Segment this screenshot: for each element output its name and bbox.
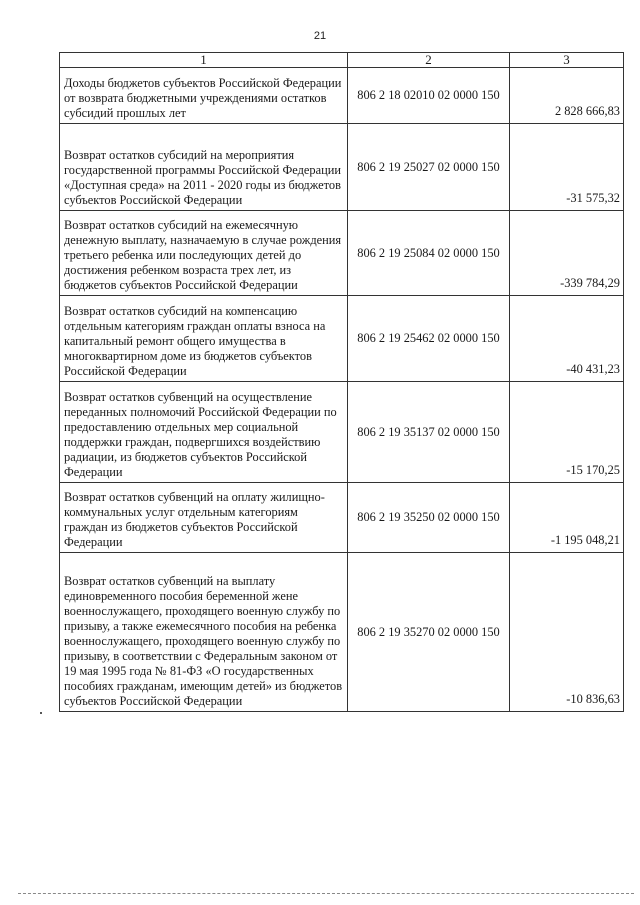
column-header-1: 1 <box>60 53 348 68</box>
row-amount: -10 836,63 <box>510 553 624 712</box>
row-description: Возврат остатков субсидий на компенсацию отдельным категориям граждан оплаты взноса на капитальный ремонт общего имущества в многоквартирном доме из бюджетов субъектов Российской Федерации <box>60 296 348 382</box>
row-budget-code: 806 2 19 25084 02 0000 150 <box>348 211 510 296</box>
row-amount: -339 784,29 <box>510 211 624 296</box>
page-bottom-edge <box>18 893 634 894</box>
table-row <box>60 483 624 553</box>
header-row <box>60 53 624 68</box>
row-description: Возврат остатков субвенций на осуществление переданных полномочий Российской Федерации по предоставлению отдельных мер социальной поддержки граждан, подвергшихся воздействию радиации, из бюджетов субъектов Российской Федерации <box>60 382 348 483</box>
row-amount: 2 828 666,83 <box>510 68 624 124</box>
row-description: Доходы бюджетов субъектов Российской Федерации от возврата бюджетными учреждениями остатков субсидий прошлых лет <box>60 68 348 124</box>
row-description: Возврат остатков субсидий на мероприятия государственной программы Российской Федерации «Доступная среда» на 2011 - 2020 годы из бюджетов субъектов Российской Федерации <box>60 124 348 211</box>
row-amount: -40 431,23 <box>510 296 624 382</box>
table-row <box>60 68 624 124</box>
table-row <box>60 382 624 483</box>
row-description: Возврат остатков субвенций на выплату единовременного пособия беременной жене военнослужащего, проходящего военную службу по призыву, а также ежемесячного пособия на ребенка военнослужащего, проходящего военную службу по призыву, в соответствии с Федеральным законом от 19 мая 1995 года № 81-ФЗ «О государственных пособиях гражданам, имеющим детей» из бюджетов субъектов Российской Федерации <box>60 553 348 712</box>
table-row <box>60 211 624 296</box>
row-description: Возврат остатков субсидий на ежемесячную денежную выплату, назначаемую в случае рождения третьего ребенка или последующих детей до достижения ребенком возраста трех лет, из бюджетов субъектов Российской Федерации <box>60 211 348 296</box>
row-amount: -15 170,25 <box>510 382 624 483</box>
table-row <box>60 296 624 382</box>
column-header-3: 3 <box>510 53 624 68</box>
table-body <box>60 68 624 712</box>
table-header <box>60 53 624 68</box>
budget-revenue-table <box>59 52 624 712</box>
row-description: Возврат остатков субвенций на оплату жилищно-коммунальных услуг отдельным категориям граждан из бюджетов субъектов Российской Федерации <box>60 483 348 553</box>
row-budget-code: 806 2 19 25027 02 0000 150 <box>348 124 510 211</box>
column-header-2: 2 <box>348 53 510 68</box>
row-amount: -1 195 048,21 <box>510 483 624 553</box>
row-budget-code: 806 2 19 35137 02 0000 150 <box>348 382 510 483</box>
table-row <box>60 553 624 712</box>
row-budget-code: 806 2 19 25462 02 0000 150 <box>348 296 510 382</box>
table-row <box>60 124 624 211</box>
row-budget-code: 806 2 18 02010 02 0000 150 <box>348 68 510 124</box>
row-budget-code: 806 2 19 35270 02 0000 150 <box>348 553 510 712</box>
row-amount: -31 575,32 <box>510 124 624 211</box>
page-number: 21 <box>313 30 327 42</box>
row-budget-code: 806 2 19 35250 02 0000 150 <box>348 483 510 553</box>
scan-margin-mark <box>40 712 42 714</box>
